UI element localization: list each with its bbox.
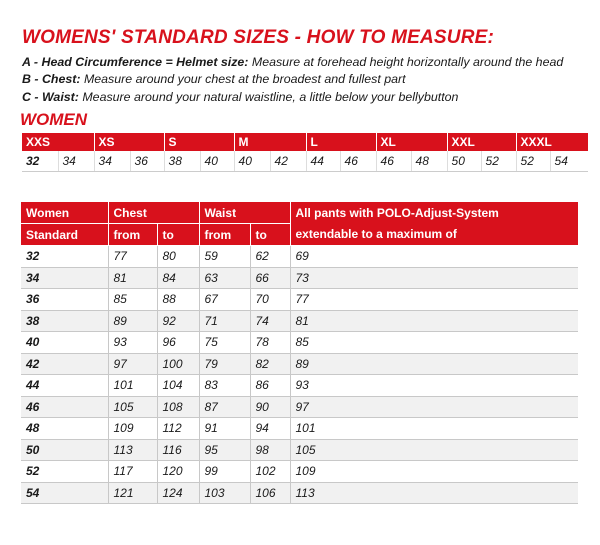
size-number: 40 [234,151,270,172]
page-title: WOMENS' STANDARD SIZES - HOW TO MEASURE: [22,27,495,48]
cell-waist-from: 99 [199,461,250,483]
table-row [21,396,578,418]
table-row [21,418,578,440]
header-women: Women [21,202,108,224]
cell-chest-from: 89 [108,310,157,332]
cell-chest-from: 113 [108,439,157,461]
cell-standard: 32 [21,246,108,268]
cell-chest-to: 96 [157,332,199,354]
cell-chest-from: 101 [108,375,157,397]
table-row [21,461,578,483]
size-letter: XXL [447,133,516,151]
table-row [21,375,578,397]
cell-chest-to: 84 [157,267,199,289]
cell-waist-to: 78 [250,332,290,354]
size-letter: S [164,133,234,151]
cell-standard: 46 [21,396,108,418]
cell-standard: 42 [21,353,108,375]
cell-standard: 40 [21,332,108,354]
cell-standard: 48 [21,418,108,440]
size-number: 52 [516,151,550,172]
cell-waist-from: 103 [199,482,250,504]
cell-waist-to: 82 [250,353,290,375]
cell-max: 109 [290,461,578,483]
header-chest: Chest [108,202,199,224]
size-number: 34 [58,151,94,172]
cell-chest-from: 109 [108,418,157,440]
cell-waist-to: 66 [250,267,290,289]
cell-waist-from: 67 [199,289,250,311]
size-number: 46 [376,151,411,172]
header-note-line1: All pants with POLO-Adjust-System [290,202,578,224]
cell-waist-to: 98 [250,439,290,461]
header-standard: Standard [21,224,108,246]
table-row [21,332,578,354]
cell-max: 97 [290,396,578,418]
cell-chest-to: 88 [157,289,199,311]
cell-waist-to: 70 [250,289,290,311]
instruction-head [22,55,563,69]
size-letter: XS [94,133,164,151]
header-waist-to: to [250,224,290,246]
header-row-1 [21,202,578,224]
size-number: 48 [411,151,447,172]
cell-max: 93 [290,375,578,397]
cell-waist-from: 95 [199,439,250,461]
header-note-line2: extendable to a maximum of [290,224,578,246]
size-number: 50 [447,151,481,172]
cell-chest-to: 92 [157,310,199,332]
size-letter: L [306,133,376,151]
cell-waist-from: 79 [199,353,250,375]
instruction-chest [22,72,406,86]
cell-waist-from: 63 [199,267,250,289]
cell-standard: 38 [21,310,108,332]
cell-waist-to: 102 [250,461,290,483]
cell-chest-to: 108 [157,396,199,418]
cell-max: 81 [290,310,578,332]
cell-max: 105 [290,439,578,461]
measurement-table [21,202,578,504]
size-letter: M [234,133,306,151]
instruction-label: B - Chest: [22,72,81,86]
cell-max: 89 [290,353,578,375]
size-number: 42 [270,151,306,172]
size-number: 34 [94,151,130,172]
cell-max: 101 [290,418,578,440]
cell-chest-to: 124 [157,482,199,504]
cell-max: 85 [290,332,578,354]
instruction-text: Measure around your natural waistline, a little below your bellybutton [78,90,459,104]
table-row [21,439,578,461]
cell-waist-to: 94 [250,418,290,440]
size-number-row [22,151,588,172]
cell-chest-to: 100 [157,353,199,375]
cell-chest-from: 81 [108,267,157,289]
cell-chest-to: 112 [157,418,199,440]
instruction-text: Measure at forehead height horizontally around the head [248,55,564,69]
instruction-waist [22,90,458,104]
size-number: 32 [22,151,58,172]
header-waist: Waist [199,202,290,224]
cell-max: 77 [290,289,578,311]
cell-chest-from: 121 [108,482,157,504]
table-row [21,310,578,332]
cell-chest-from: 117 [108,461,157,483]
size-letter-row [22,133,588,151]
cell-waist-from: 71 [199,310,250,332]
cell-max: 69 [290,246,578,268]
cell-waist-to: 90 [250,396,290,418]
instruction-text: Measure around your chest at the broadest and fullest part [80,72,406,86]
size-letter: XL [376,133,447,151]
cell-waist-from: 87 [199,396,250,418]
cell-chest-from: 105 [108,396,157,418]
header-row-2 [21,224,578,246]
size-number: 38 [164,151,200,172]
cell-max: 73 [290,267,578,289]
header-chest-from: from [108,224,157,246]
cell-chest-to: 80 [157,246,199,268]
cell-chest-from: 93 [108,332,157,354]
table-row [21,289,578,311]
cell-standard: 36 [21,289,108,311]
cell-waist-from: 59 [199,246,250,268]
size-letter: XXXL [516,133,588,151]
cell-chest-from: 85 [108,289,157,311]
size-number: 46 [340,151,376,172]
size-number: 54 [550,151,588,172]
size-table [22,133,588,172]
cell-chest-to: 116 [157,439,199,461]
cell-waist-from: 75 [199,332,250,354]
cell-waist-to: 62 [250,246,290,268]
size-number: 44 [306,151,340,172]
section-title: WOMEN [20,110,88,129]
table-row [21,246,578,268]
cell-chest-from: 97 [108,353,157,375]
instruction-label: C - Waist: [22,90,79,104]
cell-waist-from: 83 [199,375,250,397]
cell-chest-to: 120 [157,461,199,483]
header-chest-to: to [157,224,199,246]
cell-standard: 44 [21,375,108,397]
size-number: 52 [481,151,516,172]
cell-standard: 50 [21,439,108,461]
instruction-label: A - Head Circumference = Helmet size: [22,55,249,69]
size-number: 40 [200,151,234,172]
size-number: 36 [130,151,164,172]
cell-waist-to: 74 [250,310,290,332]
table-row [21,267,578,289]
cell-chest-from: 77 [108,246,157,268]
header-waist-from: from [199,224,250,246]
table-row [21,353,578,375]
cell-chest-to: 104 [157,375,199,397]
cell-standard: 52 [21,461,108,483]
cell-standard: 54 [21,482,108,504]
cell-waist-to: 106 [250,482,290,504]
cell-waist-to: 86 [250,375,290,397]
cell-standard: 34 [21,267,108,289]
cell-max: 113 [290,482,578,504]
size-letter: XXS [22,133,94,151]
cell-waist-from: 91 [199,418,250,440]
table-row [21,482,578,504]
